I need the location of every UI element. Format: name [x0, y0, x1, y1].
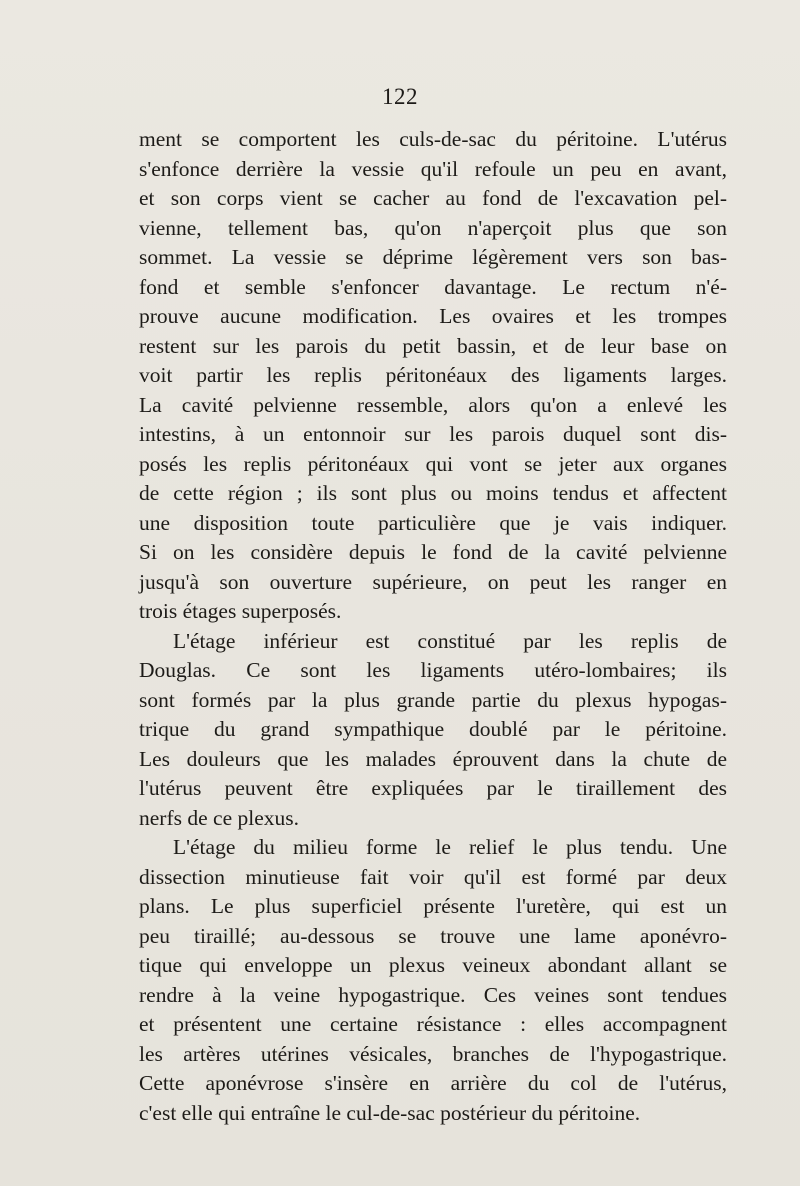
text-line: trique du grand sympathique doublé par le péritoine. [139, 717, 727, 741]
text-line: Les douleurs que les malades éprouvent dans la chute de [139, 746, 727, 771]
text-line: l'utérus peuvent être expliquées par le tiraillement des [139, 776, 727, 800]
text-line: s'enfonce derrière la vessie qu'il refoule un peu en avant, [139, 156, 727, 181]
text-line: Si on les considère depuis le fond de la cavité pelvienne [139, 540, 727, 564]
text-line: prouve aucune modification. Les ovaires et les trompes [139, 304, 727, 328]
text-line: L'étage du milieu forme le relief le plus tendu. Une [173, 835, 727, 859]
text-line: posés les replis péritonéaux qui vont se jeter aux organes [139, 451, 727, 476]
text-line: peu tiraillé; au-dessous se trouve une lame aponévro- [139, 923, 727, 948]
text-line: restent sur les parois du petit bassin, et de leur base on [139, 333, 727, 358]
text-line: plans. Le plus superficiel présente l'uretère, qui est un [139, 894, 727, 918]
text-line: vienne, tellement bas, qu'on n'aperçoit plus que son [139, 215, 727, 240]
text-line: Douglas. Ce sont les ligaments utéro-lombaires; ils [139, 658, 727, 682]
text-line: nerfs de ce plexus. [139, 805, 299, 830]
text-line: de cette région ; ils sont plus ou moins tendus et affectent [139, 481, 727, 505]
text-line: et présentent une certaine résistance : elles accompagnent [139, 1012, 727, 1036]
text-line: sont formés par la plus grande partie du plexus hypogas- [139, 687, 727, 712]
text-line: ment se comportent les culs-de-sac du péritoine. L'utérus [139, 127, 727, 151]
text-line: les artères utérines vésicales, branches de l'hypogastrique. [139, 1041, 727, 1066]
text-line: dissection minutieuse fait voir qu'il est formé par deux [139, 864, 727, 889]
text-line: c'est elle qui entraîne le cul-de-sac postérieur du péritoine. [139, 1100, 641, 1125]
text-line: jusqu'à son ouverture supérieure, on peut les ranger en [139, 569, 727, 594]
text-line: Cette aponévrose s'insère en arrière du col de l'utérus, [139, 1071, 727, 1095]
text-line: L'étage inférieur est constitué par les replis de [173, 628, 727, 653]
text-line: voit partir les replis péritonéaux des ligaments larges. [139, 363, 727, 387]
page-number: 122 [382, 84, 418, 109]
text-line: intestins, à un entonnoir sur les parois duquel sont dis- [139, 422, 727, 446]
body-text [139, 125, 727, 1128]
text-line: une disposition toute particulière que je vais indiquer. [139, 510, 727, 535]
text-line: tique qui enveloppe un plexus veineux abondant allant se [139, 953, 727, 977]
text-line: fond et semble s'enfoncer davantage. Le rectum n'é- [139, 274, 727, 299]
text-line: et son corps vient se cacher au fond de l'excavation pel- [139, 186, 727, 210]
text-line: trois étages superposés. [139, 599, 342, 623]
text-line: La cavité pelvienne ressemble, alors qu'on a enlevé les [139, 392, 727, 417]
text-line: rendre à la veine hypogastrique. Ces veines sont tendues [139, 982, 727, 1007]
text-line: sommet. La vessie se déprime légèrement vers son bas- [139, 245, 727, 269]
